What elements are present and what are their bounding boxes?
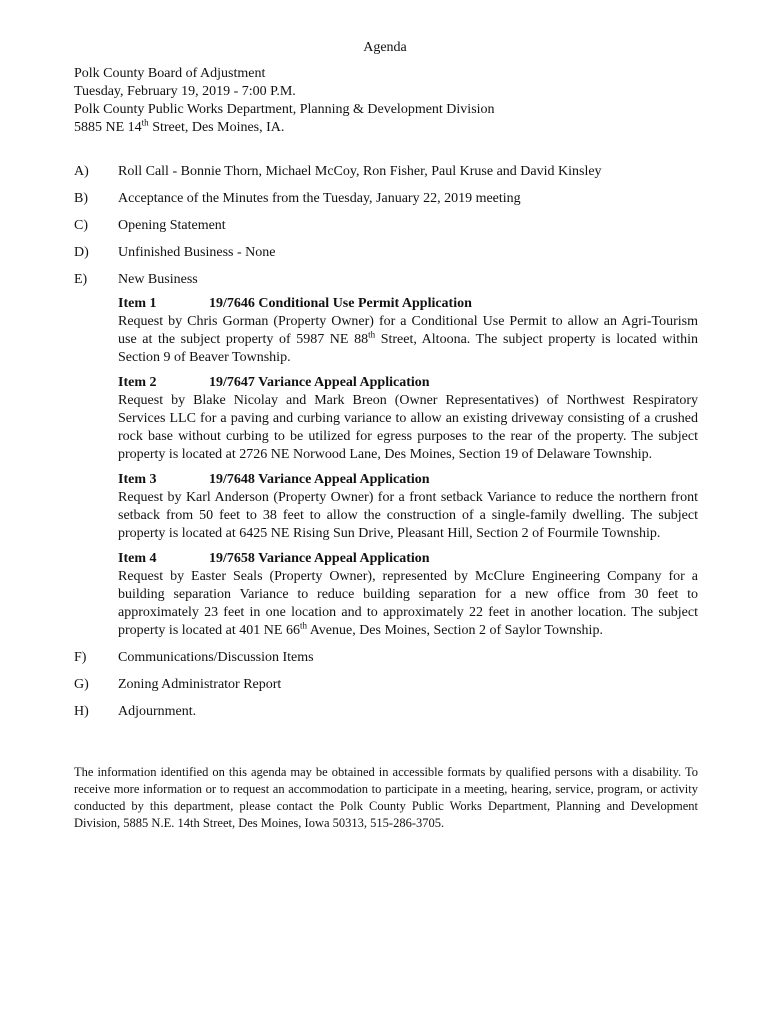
agenda-letter: H) [74,704,89,719]
business-item [118,471,698,543]
agenda-letter: B) [74,191,88,206]
agenda-item-minutes [74,190,698,208]
meeting-header [74,65,704,137]
item-title: 19/7658 Variance Appeal Application [209,551,430,566]
agenda-item-unfinished-business [74,244,698,262]
item-number: Item 2 [118,375,157,390]
meeting-address: 5885 NE 14th Street, Des Moines, IA. [74,117,285,135]
agenda-text: Communications/Discussion Items [118,650,314,665]
business-item [118,550,698,640]
item-number: Item 1 [118,296,157,311]
accessibility-notice: The information identified on this agenda may be obtained in accessible formats by qualified persons with a disability. To receive more information or to request an accommodation to participate in a meeting, hearing, service, program, or activity conducted by this department, please contact the Polk County Public Works Department, Planning and Development Division, 5885 N.E. 14th Street, Des Moines, Iowa 50313, 515-286-3705. [74,765,698,830]
item-heading [118,550,698,568]
agenda-text: Adjournment. [118,704,197,719]
item-title: 19/7647 Variance Appeal Application [209,375,430,390]
agenda-list [74,163,698,730]
item-description: Request by Karl Anderson (Property Owner) for a front setback Variance to reduce the northern front setback from 50 feet to 38 feet to allow the construction of a single-family dwelling. The subject property is located at 6425 NE Rising Sun Drive, Pleasant Hill, Section 2 of Fourmile Township. [118,490,698,541]
agenda-text: Acceptance of the Minutes from the Tuesday, January 22, 2019 meeting [118,191,521,206]
new-business-items [118,295,698,640]
agenda-letter: A) [74,164,89,179]
agenda-text: Zoning Administrator Report [118,677,282,692]
agenda-letter: G) [74,677,89,692]
item-heading [118,471,698,489]
business-item [118,295,698,367]
item-heading [118,374,698,392]
page-title: Agenda [363,40,407,55]
agenda-letter: E) [74,272,88,287]
agenda-item-new-business [74,271,698,289]
meeting-location: Polk County Public Works Department, Planning & Development Division [74,102,495,117]
agenda-text: Unfinished Business - None [118,245,276,260]
item-heading [118,295,698,313]
item-title: 19/7648 Variance Appeal Application [209,472,430,487]
agenda-item-adjournment [74,703,698,721]
agenda-text: New Business [118,272,198,287]
item-description: Request by Blake Nicolay and Mark Breon (Owner Representatives) of Northwest Respiratory Services LLC for a paving and curbing variance to allow an existing driveway consisting of a crushed rock base without curbing to be utilized for egress purposes to the rear of the property. The subject property is located at 2726 NE Norwood Lane, Des Moines, Section 19 of Delaware Township. [118,393,698,462]
board-name: Polk County Board of Adjustment [74,66,266,81]
agenda-letter: C) [74,218,88,233]
agenda-letter: D) [74,245,89,260]
agenda-item-communications [74,649,698,667]
business-item [118,374,698,464]
item-number: Item 3 [118,472,157,487]
item-title: 19/7646 Conditional Use Permit Application [209,296,472,311]
agenda-letter: F) [74,650,87,665]
agenda-text: Opening Statement [118,218,226,233]
agenda-text: Roll Call - Bonnie Thorn, Michael McCoy, Ron Fisher, Paul Kruse and David Kinsley [118,164,602,179]
item-description: Request by Chris Gorman (Property Owner) for a Conditional Use Permit to allow an Agri-Tourism use at the subject property of 5987 NE 88th Street, Altoona. The subject property is located within Section 9 of Beaver Township. [118,314,699,365]
item-description: Request by Easter Seals (Property Owner), represented by McClure Engineering Company for a building separation Variance to reduce building separation for a new office from 30 feet to approximately 23 feet in one location and to approximately 22 feet in another location. The subject property is located at 401 NE 66th Avenue, Des Moines, Section 2 of Saylor Township. [118,569,698,638]
agenda-item-opening-statement [74,217,698,235]
agenda-item-roll-call [74,163,698,181]
agenda-item-zoning-report [74,676,698,694]
item-number: Item 4 [118,551,157,566]
meeting-date: Tuesday, February 19, 2019 - 7:00 P.M. [74,84,296,99]
